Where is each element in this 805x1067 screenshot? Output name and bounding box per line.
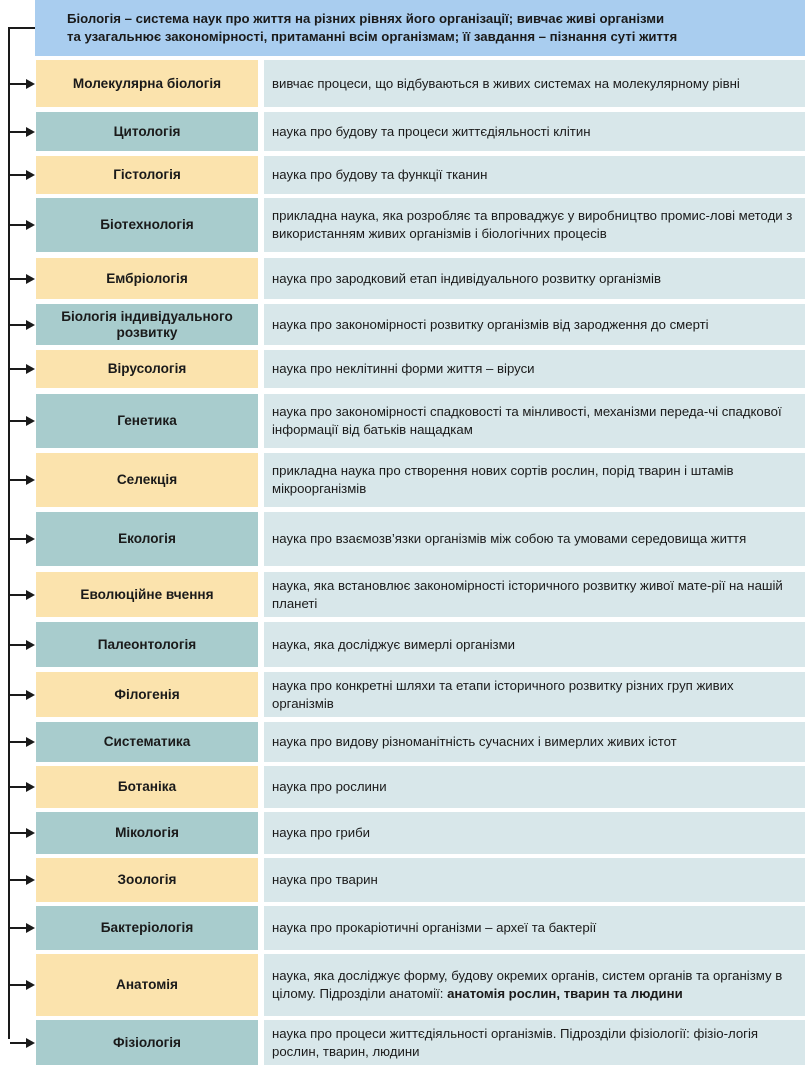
header-connector (8, 27, 35, 29)
science-definition (264, 156, 805, 194)
arrow-icon (10, 1042, 27, 1044)
arrow-icon (10, 174, 27, 176)
header-term: Біологія (67, 11, 121, 26)
arrow-icon (10, 479, 27, 481)
list-item (10, 954, 805, 1016)
arrow-icon (10, 832, 27, 834)
arrow-icon (10, 594, 27, 596)
definition-text: вивчає процеси, що відбуваються в живих системах на молекулярному рівні (272, 75, 740, 91)
list-item (10, 512, 805, 566)
science-term: Палеонтологія (36, 622, 258, 667)
science-term: Зоологія (36, 858, 258, 902)
science-term: Біотехнологія (36, 198, 258, 252)
arrow-icon (10, 538, 27, 540)
science-term: Систематика (36, 722, 258, 762)
list-item (10, 258, 805, 299)
science-definition (264, 350, 805, 388)
science-term: Біологія індивідуального розвитку (36, 304, 258, 345)
definition-text: наука про взаємозв’язки організмів між собою та умовами середовища життя (272, 531, 747, 546)
science-definition (264, 1020, 805, 1065)
definition-text: наука про зародковий етап індивідуального розвитку організмів (272, 270, 661, 286)
arrow-icon (10, 879, 27, 881)
science-definition (264, 722, 805, 762)
arrow-icon (10, 644, 27, 646)
arrow-icon (10, 741, 27, 743)
definition-text: наука, яка досліджує форму, будову окремих органів, систем органів та організму в цілому. Підрозділи анатомії: (272, 968, 783, 1001)
science-definition (264, 394, 805, 448)
list-item (10, 60, 805, 107)
science-term: Молекулярна біологія (36, 60, 258, 107)
science-term: Цитологія (36, 112, 258, 151)
science-definition (264, 304, 805, 345)
list-item (10, 453, 805, 507)
science-definition (264, 453, 805, 507)
list-item (10, 394, 805, 448)
header-line2: та узагальнює закономірності, притаманні всім організмам; її завдання – пізнання суті життя (67, 29, 678, 44)
science-definition (264, 812, 805, 854)
science-term: Ботаніка (36, 766, 258, 808)
science-definition (264, 112, 805, 151)
science-definition (264, 512, 805, 566)
list-item (10, 156, 805, 194)
header-line1: – система наук про життя на різних рівнях його організації; вивчає живі організми (120, 11, 665, 26)
arrow-icon (10, 131, 27, 133)
science-term: Селекція (36, 453, 258, 507)
science-definition (264, 258, 805, 299)
definition-text: наука про конкретні шляхи та етапи історичного розвитку різних груп живих організмів (272, 677, 734, 711)
header-box (35, 0, 805, 56)
science-term: Анатомія (36, 954, 258, 1016)
arrow-icon (10, 368, 27, 370)
arrow-icon (10, 224, 27, 226)
definition-text: наука про будову та функції тканин (272, 167, 488, 182)
science-definition (264, 766, 805, 808)
arrow-icon (10, 984, 27, 986)
list-item (10, 812, 805, 854)
science-definition (264, 954, 805, 1016)
list-item (10, 622, 805, 667)
definition-text: прикладна наука про створення нових сортів рослин, порід тварин і штамів мікроорганізмів (272, 463, 734, 496)
definition-text: наука про процеси життєдіяльності організмів. Підрозділи фізіології: фізіо-логія рослин, тварин, людини (272, 1025, 759, 1059)
list-item (10, 672, 805, 717)
arrow-icon (10, 927, 27, 929)
science-term: Ембріологія (36, 258, 258, 299)
science-term: Філогенія (36, 672, 258, 717)
science-term: Фізіологія (36, 1020, 258, 1065)
definition-text: наука про закономірності спадковості та мінливості, механізми переда-чі спадкової інформації від батьків нащадкам (272, 404, 782, 437)
list-item (10, 858, 805, 902)
arrow-icon (10, 278, 27, 280)
science-definition (264, 572, 805, 617)
arrow-icon (10, 324, 27, 326)
arrow-icon (10, 786, 27, 788)
definition-text: наука, яка встановлює закономірності історичного розвитку живої мате-рії на нашій планеті (272, 577, 783, 611)
definition-text: наука про тварин (272, 872, 378, 887)
list-item (10, 1020, 805, 1065)
list-item (10, 198, 805, 252)
definition-text: наука про прокаріотичні організми – археї та бактерії (272, 920, 597, 935)
definition-text: наука про рослини (272, 779, 387, 794)
arrow-icon (10, 420, 27, 422)
definition-text: наука про неклітинні форми життя – віруси (272, 361, 535, 376)
definition-text: наука, яка досліджує вимерлі організми (272, 636, 516, 652)
science-definition (264, 906, 805, 950)
list-item (10, 304, 805, 345)
science-definition (264, 198, 805, 252)
science-term: Вірусологія (36, 350, 258, 388)
science-term: Еволюційне вчення (36, 572, 258, 617)
arrow-icon (10, 694, 27, 696)
science-term: Генетика (36, 394, 258, 448)
science-definition (264, 858, 805, 902)
definition-text: наука про видову різноманітність сучасних і вимерлих живих істот (272, 734, 677, 749)
list-item (10, 766, 805, 808)
list-item (10, 906, 805, 950)
list-item (10, 112, 805, 151)
list-item (10, 722, 805, 762)
science-definition (264, 672, 805, 717)
definition-bold-text: анатомія рослин, тварин та людини (447, 986, 683, 1001)
science-definition (264, 622, 805, 667)
list-item (10, 572, 805, 617)
science-definition (264, 60, 805, 107)
science-term: Бактеріологія (36, 906, 258, 950)
definition-text: наука про закономірності розвитку організмів від зародження до смерті (272, 316, 709, 332)
science-term: Гістологія (36, 156, 258, 194)
definition-text: наука про гриби (272, 825, 371, 840)
definition-text: прикладна наука, яка розробляє та впроваджує у виробництво промис-лові методи з використанням живих організмів і біологічних процесів (272, 208, 793, 241)
list-item (10, 350, 805, 388)
arrow-icon (10, 83, 27, 85)
science-term: Екологія (36, 512, 258, 566)
definition-text: наука про будову та процеси життєдіяльності клітин (272, 123, 591, 139)
science-term: Мікологія (36, 812, 258, 854)
